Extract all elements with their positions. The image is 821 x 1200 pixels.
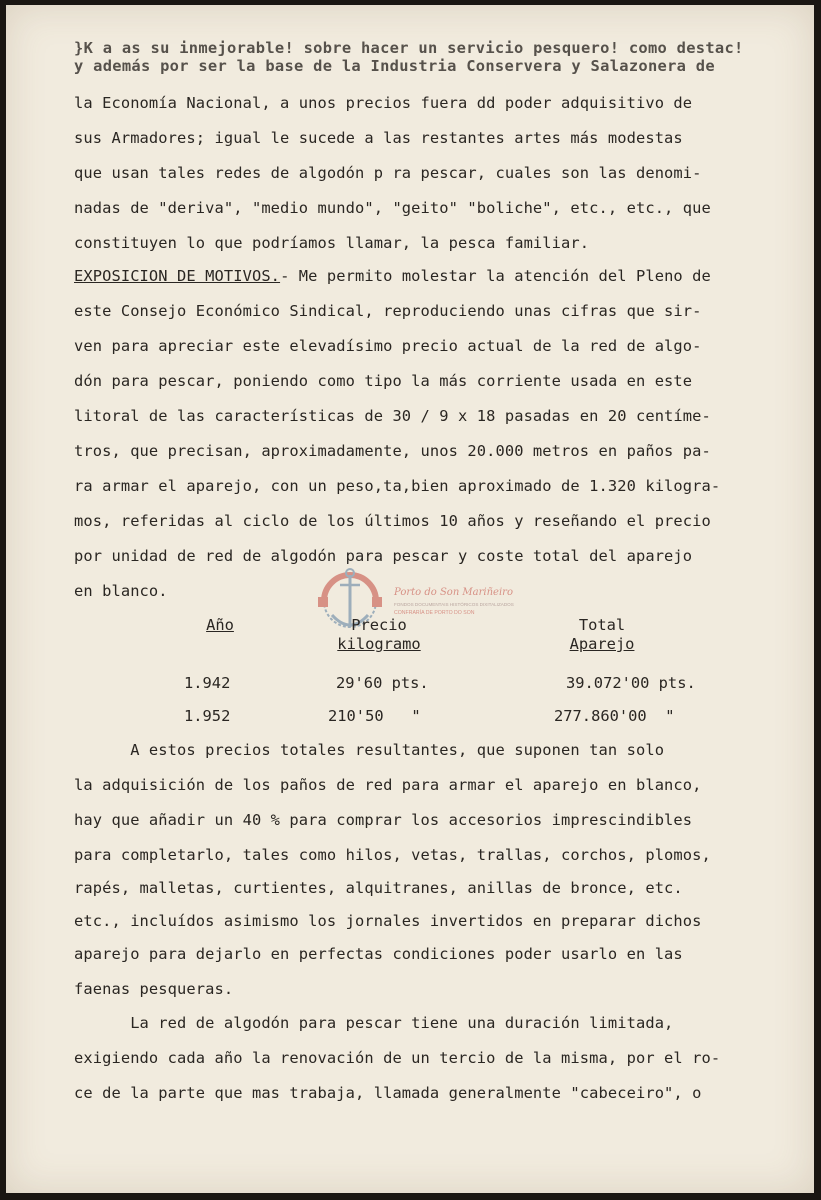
text-line-20: hay que añadir un 40 % para comprar los accesorios imprescindibles (74, 811, 693, 829)
text-line-4: sus Armadores; igual le sucede a las restantes artes más modestas (74, 129, 683, 147)
text-line-17: en blanco. (74, 582, 168, 600)
text-line-19: la adquisición de los paños de red para armar el aparejo en blanco, (74, 776, 702, 794)
text-line-6: nadas de "deriva", "medio mundo", "geito" "boliche", etc., etc., que (74, 199, 711, 217)
row-2-price: 210'50 " (328, 707, 421, 725)
row-1-year: 1.942 (184, 674, 231, 692)
text-line-27: exigiendo cada año la renovación de un tercio de la misma, por el ro- (74, 1049, 721, 1067)
document-page (6, 5, 814, 1193)
section-heading-rest: - Me permito molestar la atención del Pleno de (280, 267, 711, 285)
watermark-title: Porto do Son Mariñeiro (394, 587, 513, 598)
text-line-10: ven para apreciar este elevadísimo precio actual de la red de algo- (74, 337, 702, 355)
text-line-16: por unidad de red de algodón para pescar y coste total del aparejo (74, 547, 693, 565)
header-total-line1: Total (578, 616, 626, 634)
text-line-2: y además por ser la base de la Industria Conservera y Salazonera de (74, 57, 715, 75)
watermark-subtitle: FONDOS DOCUMENTAIS HISTÓRICOS DIXITALIZADOS (394, 602, 514, 607)
text-line-9: este Consejo Económico Sindical, reproduciendo unas cifras que sir- (74, 302, 702, 320)
text-line-22: rapés, malletas, curtientes, alquitranes, anillas de bronce, etc. (74, 879, 683, 897)
row-1-total: 39.072'00 pts. (566, 674, 696, 692)
text-line-26: La red de algodón para pescar tiene una duración limitada, (74, 1014, 674, 1032)
header-total-line2: Aparejo (569, 635, 635, 653)
row-2-year: 1.952 (184, 707, 231, 725)
text-line-1: }K a as su inmejorable! sobre hacer un servicio pesquero! como destac! (74, 39, 744, 57)
header-price-line1: Precio (351, 616, 407, 634)
text-line-7: constituyen lo que podríamos llamar, la pesca familiar. (74, 234, 590, 252)
text-line-3: la Economía Nacional, a unos precios fuera dd poder adquisitivo de (74, 94, 693, 112)
text-line-28: ce de la parte que mas trabaja, llamada generalmente "cabeceiro", o (74, 1084, 702, 1102)
section-heading: EXPOSICION DE MOTIVOS. (74, 267, 281, 285)
text-line-11: dón para pescar, poniendo como tipo la más corriente usada en este (74, 372, 693, 390)
row-1-price: 29'60 pts. (336, 674, 429, 692)
text-line-14: ra armar el aparejo, con un peso,ta,bien aproximado de 1.320 kilogra- (74, 477, 721, 495)
text-line-12: litoral de las características de 30 / 9 x 18 pasadas en 20 centíme- (74, 407, 711, 425)
text-line-23: etc., incluídos asimismo los jornales invertidos en preparar dichos (74, 912, 702, 930)
section-heading-line (74, 266, 711, 286)
header-price-line2: kilogramo (337, 635, 421, 653)
text-line-13: tros, que precisan, aproximadamente, unos 20.000 metros en paños pa- (74, 442, 711, 460)
watermark-org: CONFRARÍA DE PORTO DO SON (394, 610, 475, 616)
text-line-25: faenas pesqueras. (74, 980, 234, 998)
text-line-5: que usan tales redes de algodón p ra pescar, cuales son las denomi- (74, 164, 702, 182)
row-2-total: 277.860'00 " (554, 707, 675, 725)
text-line-18: A estos precios totales resultantes, que suponen tan solo (74, 741, 665, 759)
text-line-24: aparejo para dejarlo en perfectas condiciones poder usarlo en las (74, 945, 683, 963)
text-line-21: para completarlo, tales como hilos, vetas, trallas, corchos, plomos, (74, 846, 711, 864)
text-line-15: mos, referidas al ciclo de los últimos 10 años y reseñando el precio (74, 512, 711, 530)
header-year: Año (206, 616, 234, 634)
